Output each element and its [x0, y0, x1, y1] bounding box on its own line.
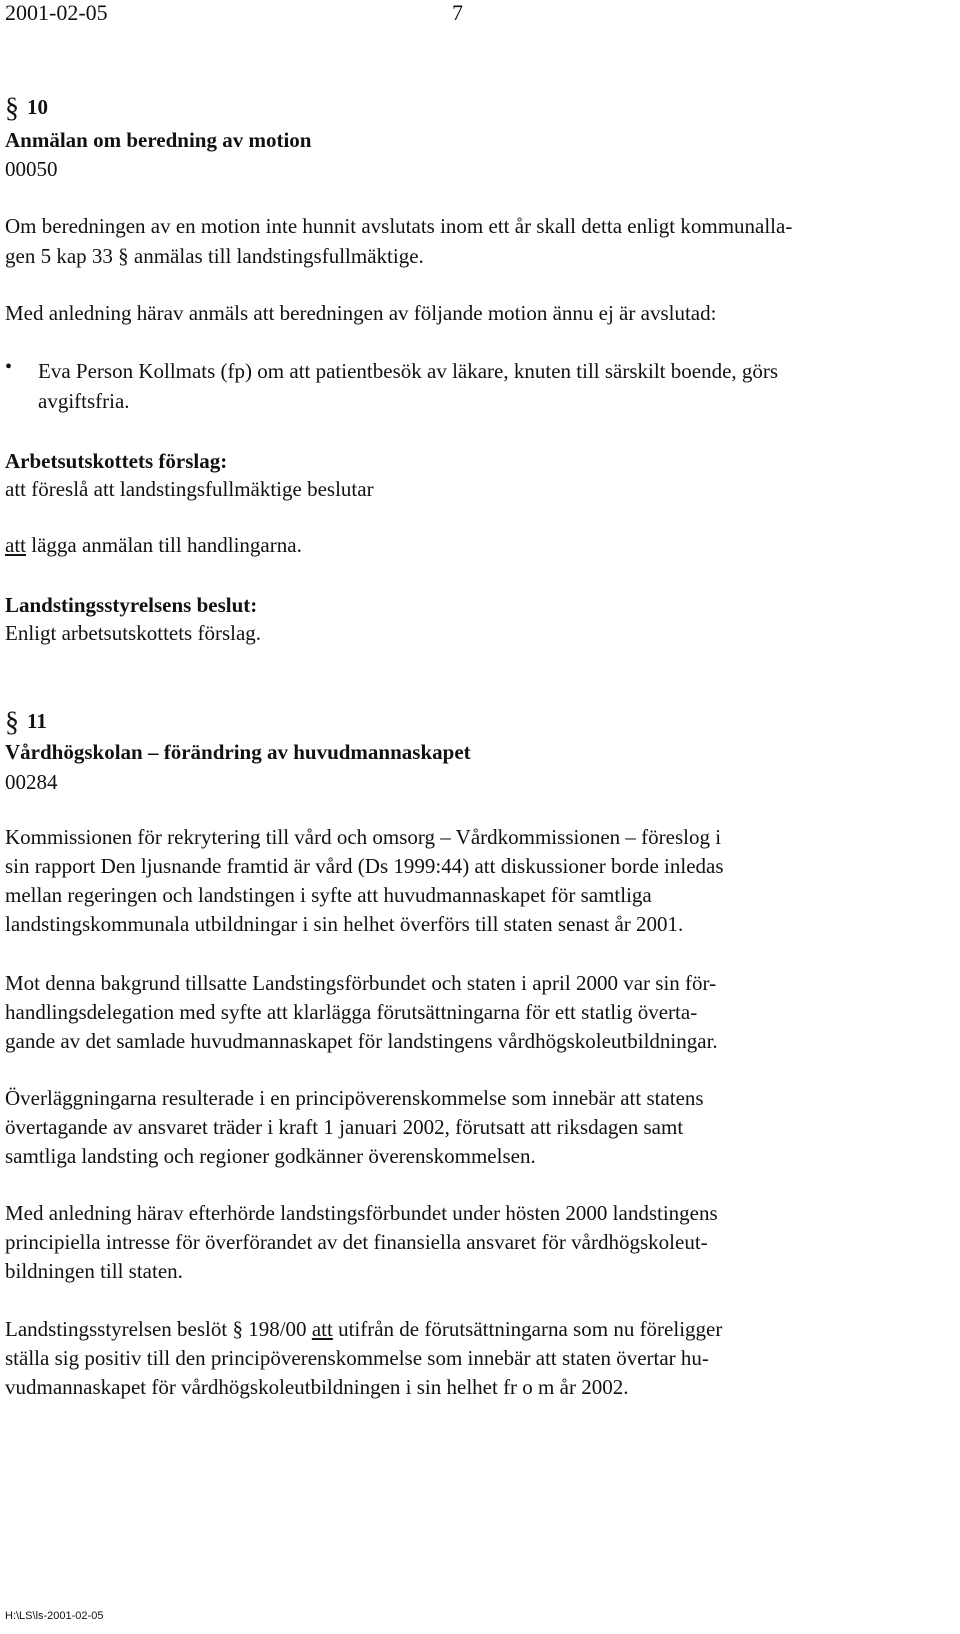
- att-underlined: att: [5, 533, 26, 557]
- s11-p4-line1: Med anledning härav efterhörde landstingsförbundet under hösten 2000 landstingens: [5, 1201, 718, 1225]
- s11-p5-line2: ställa sig positiv till den principöverenskommelse som innebär att staten övertar hu-: [5, 1346, 709, 1370]
- s10-p2: Med anledning härav anmäls att beredningen av följande motion ännu ej är avslutad:: [5, 301, 717, 325]
- page-number: 7: [452, 0, 463, 25]
- s11-p5-line1: Landstingsstyrelsen beslöt § 198/00 att utifrån de förutsättningarna som nu föreligger: [5, 1317, 723, 1341]
- s10-p1-line2: gen 5 kap 33 § anmälas till landstingsfullmäktige.: [5, 244, 424, 268]
- s11-p2-line1: Mot denna bakgrund tillsatte Landstingsförbundet och staten i april 2000 var sin för-: [5, 971, 717, 995]
- proposal-text: att föreslå att landstingsfullmäktige beslutar: [5, 477, 374, 501]
- s11-p4-line2: principiella intresse för överförandet av det finansiella ansvaret för vårdhögskoleut-: [5, 1230, 708, 1254]
- s11-p2-line2: handlingsdelegation med syfte att klarlägga förutsättningarna för ett statlig överta-: [5, 1000, 698, 1024]
- section-11-title: Vårdhögskolan – förändring av huvudmannaskapet: [5, 740, 471, 764]
- s11-p3-line1: Överläggningarna resulterade i en principöverenskommelse som innebär att statens: [5, 1086, 704, 1110]
- bullet-item-line1: Eva Person Kollmats (fp) om att patientbesök av läkare, knuten till särskilt boende, görs: [38, 359, 779, 383]
- section-symbol: §: [5, 707, 19, 738]
- section-11-number: § 11: [5, 707, 47, 738]
- decision-text: Enligt arbetsutskottets förslag.: [5, 621, 262, 645]
- section-11-code: 00284: [5, 770, 58, 794]
- s11-p5-line3: vudmannaskapet för vårdhögskoleutbildningen i sin helhet fr o m år 2002.: [5, 1375, 629, 1399]
- s11-p1-line4: landstingskommunala utbildningar i sin helhet överförs till staten senast år 2001.: [5, 912, 684, 936]
- s11-p1-line1: Kommissionen för rekrytering till vård och omsorg – Vårdkommissionen – föreslog i: [5, 825, 722, 849]
- s11-p1-line2: sin rapport Den ljusnande framtid är vård (Ds 1999:44) att diskussioner borde inledas: [5, 854, 724, 878]
- section-10-code: 00050: [5, 157, 58, 181]
- s11-p3-line3: samtliga landsting och regioner godkänner överenskommelsen.: [5, 1144, 536, 1168]
- footer-path: H:\LS\ls-2001-02-05: [5, 1610, 104, 1622]
- s10-p1-line1: Om beredningen av en motion inte hunnit avslutats inom ett år skall detta enligt kommunalla-: [5, 214, 793, 238]
- proposal-heading: Arbetsutskottets förslag:: [5, 449, 228, 473]
- proposal-decision: att lägga anmälan till handlingarna.: [5, 533, 302, 557]
- s11-p4-line3: bildningen till staten.: [5, 1259, 183, 1283]
- att-underlined: att: [311, 1317, 333, 1341]
- decision-heading: Landstingsstyrelsens beslut:: [5, 593, 258, 617]
- section-symbol: §: [5, 93, 19, 124]
- s11-p3-line2: övertagande av ansvaret träder i kraft 1 januari 2002, förutsatt att riksdagen samt: [5, 1115, 684, 1139]
- bullet-item-line2: avgiftsfria.: [38, 389, 130, 413]
- s11-p1-line3: mellan regeringen och landstingen i syfte att huvudmannaskapet för samtliga: [5, 883, 652, 907]
- s11-p2-line3: gande av det samlade huvudmannaskapet för landstingens vårdhögskoleutbildningar.: [5, 1029, 718, 1053]
- header-date: 2001-02-05: [5, 0, 108, 25]
- section-10-title: Anmälan om beredning av motion: [5, 128, 312, 152]
- section-10-number: § 10: [5, 93, 48, 124]
- bullet-marker: •: [5, 356, 13, 378]
